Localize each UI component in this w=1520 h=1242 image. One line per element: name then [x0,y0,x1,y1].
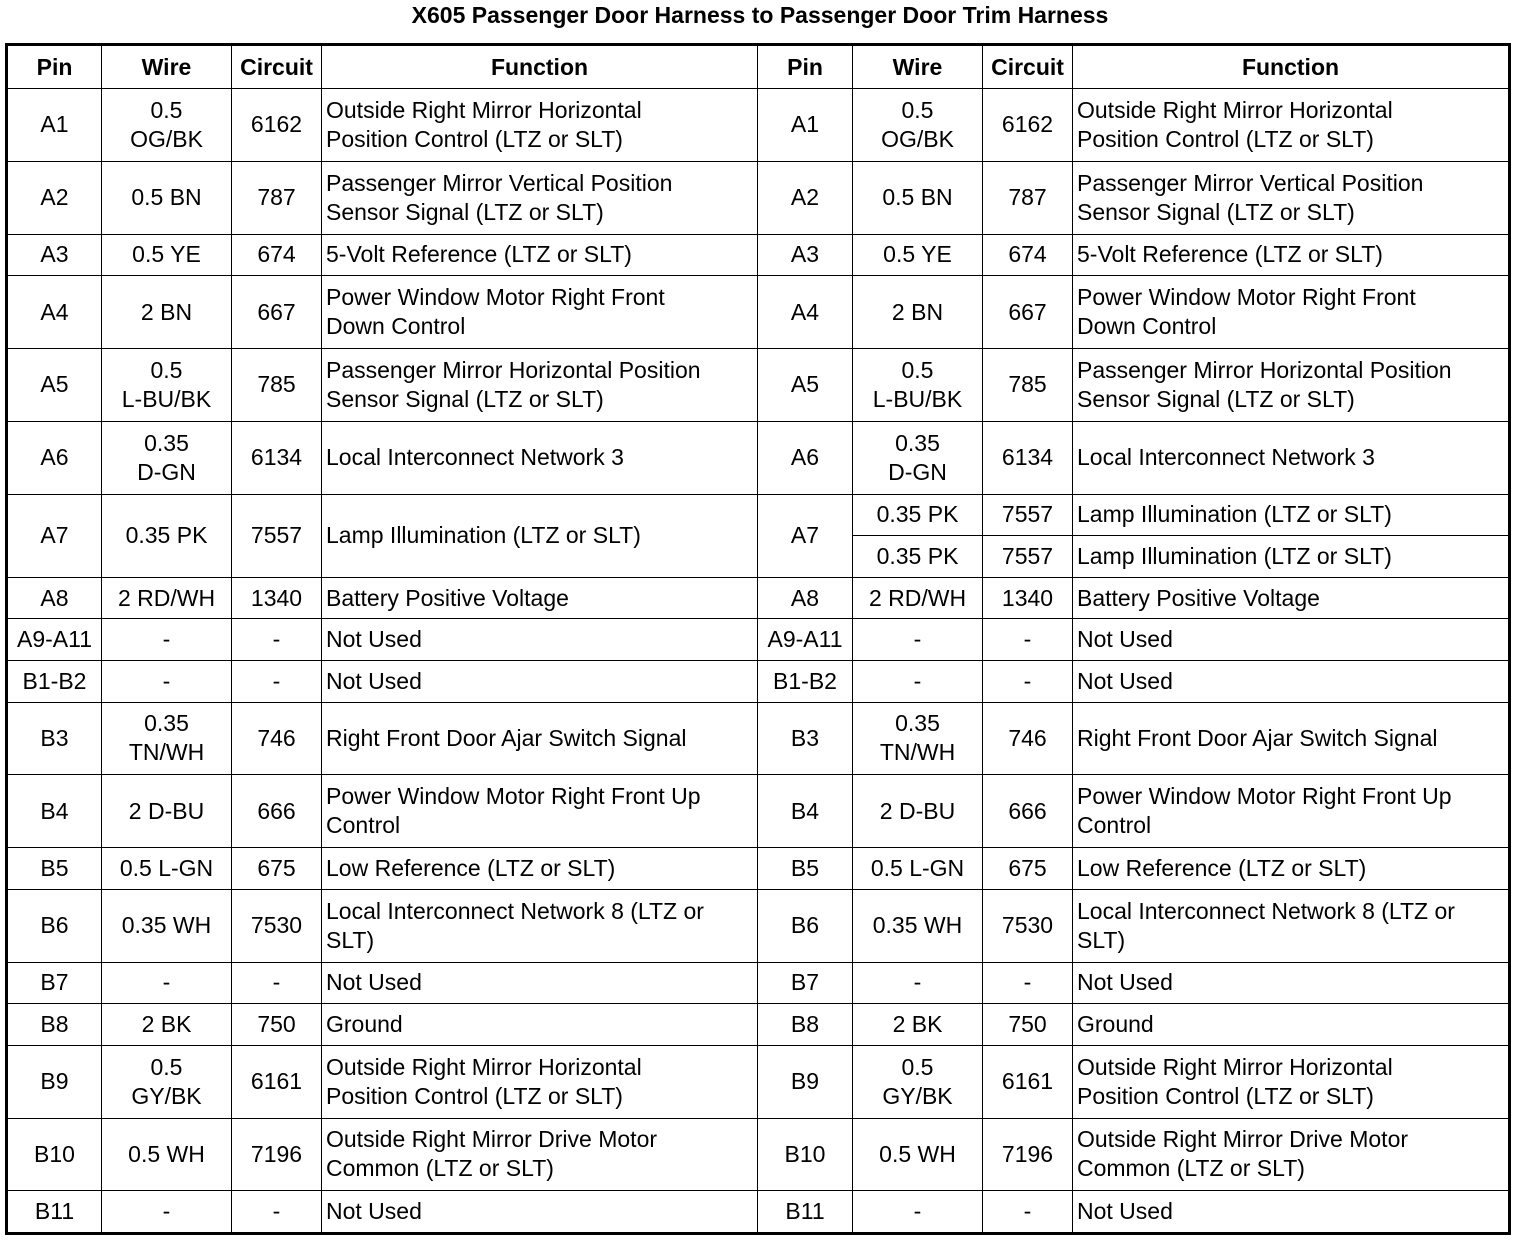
function-cell: Outside Right Mirror Horizontal Position Control (LTZ or SLT) [1073,1045,1510,1118]
pin-cell: A3 [758,234,853,276]
connector-pinout-table [5,43,1511,1235]
function-cell: Local Interconnect Network 3 [322,421,758,494]
function-cell: Not Used [1073,619,1510,661]
circuit-cell: 750 [983,1004,1073,1046]
circuit-cell: 6161 [983,1045,1073,1118]
function-cell: Low Reference (LTZ or SLT) [1073,848,1510,890]
circuit-cell: 785 [232,348,322,421]
header-function: Function [1073,45,1510,89]
header-pin: Pin [7,45,102,89]
pin-cell: A5 [758,348,853,421]
wire-cell: 0.5 YE [853,234,983,276]
table-row [7,889,1510,962]
function-cell: Ground [322,1004,758,1046]
function-cell: Outside Right Mirror Horizontal Position Control (LTZ or SLT) [1073,89,1510,162]
wire-cell: 0.5 L-BU/BK [102,348,232,421]
wire-cell: 0.35 TN/WH [102,702,232,775]
function-cell: Low Reference (LTZ or SLT) [322,848,758,890]
pin-cell: A6 [7,421,102,494]
wire-cell: 0.35 D-GN [853,421,983,494]
function-cell: Battery Positive Voltage [322,577,758,619]
pin-cell: B8 [758,1004,853,1046]
pin-cell: B11 [7,1191,102,1234]
circuit-cell: 746 [983,702,1073,775]
function-cell: Outside Right Mirror Drive Motor Common (LTZ or SLT) [1073,1118,1510,1191]
function-cell: Right Front Door Ajar Switch Signal [1073,702,1510,775]
header-wire: Wire [853,45,983,89]
wire-cell: 0.35 PK [853,494,983,536]
function-cell: Outside Right Mirror Horizontal Position Control (LTZ or SLT) [322,89,758,162]
table-row [7,848,1510,890]
function-cell: 5-Volt Reference (LTZ or SLT) [322,234,758,276]
circuit-cell: 787 [983,161,1073,234]
table-row [7,619,1510,661]
pin-cell: B9 [758,1045,853,1118]
function-cell: Lamp Illumination (LTZ or SLT) [1073,494,1510,536]
wire-cell: - [853,962,983,1004]
circuit-cell: 7530 [232,889,322,962]
table-row [7,1004,1510,1046]
pin-cell: A2 [758,161,853,234]
pin-cell: B7 [7,962,102,1004]
wire-cell: 0.5 L-GN [853,848,983,890]
table-row [7,348,1510,421]
pin-cell: A8 [758,577,853,619]
circuit-cell: 6134 [983,421,1073,494]
circuit-cell: 750 [232,1004,322,1046]
pin-cell: A6 [758,421,853,494]
function-cell: Not Used [1073,1191,1510,1234]
wire-cell: 0.35 PK [102,494,232,577]
circuit-cell: 785 [983,348,1073,421]
pin-cell: A4 [758,276,853,349]
function-cell: Passenger Mirror Horizontal Position Sensor Signal (LTZ or SLT) [322,348,758,421]
pin-cell: B1-B2 [7,660,102,702]
circuit-cell: - [983,962,1073,1004]
circuit-cell: 6162 [983,89,1073,162]
table-row [7,775,1510,848]
header-circuit: Circuit [232,45,322,89]
wire-cell: - [102,962,232,1004]
function-cell: Not Used [322,1191,758,1234]
header-pin: Pin [758,45,853,89]
pin-cell: B9 [7,1045,102,1118]
wire-cell: - [102,619,232,661]
circuit-cell: 787 [232,161,322,234]
wire-cell: - [853,660,983,702]
pin-cell: B10 [7,1118,102,1191]
wire-cell: - [853,1191,983,1234]
circuit-cell: 7557 [983,494,1073,536]
function-cell: Lamp Illumination (LTZ or SLT) [1073,536,1510,578]
pin-cell: A9-A11 [7,619,102,661]
wire-cell: 0.5 L-GN [102,848,232,890]
wire-cell: - [853,619,983,661]
function-cell: Not Used [1073,660,1510,702]
table-row [7,161,1510,234]
circuit-cell: 7557 [983,536,1073,578]
pin-cell: B4 [758,775,853,848]
wire-cell: 2 BK [853,1004,983,1046]
circuit-cell: 667 [983,276,1073,349]
pin-cell: B3 [758,702,853,775]
pin-cell: B4 [7,775,102,848]
pin-cell: B6 [7,889,102,962]
wire-cell: 0.5 L-BU/BK [853,348,983,421]
function-cell: Power Window Motor Right Front Up Control [1073,775,1510,848]
table-row [7,1045,1510,1118]
circuit-cell: 6134 [232,421,322,494]
pin-cell: A1 [758,89,853,162]
table-row [7,89,1510,162]
function-cell: Power Window Motor Right Front Down Control [322,276,758,349]
pin-cell: A1 [7,89,102,162]
wire-cell: 0.35 PK [853,536,983,578]
circuit-cell: 7530 [983,889,1073,962]
circuit-cell: - [232,619,322,661]
wire-cell: 2 BN [102,276,232,349]
wire-cell: 0.35 WH [102,889,232,962]
wire-cell: 0.5 GY/BK [853,1045,983,1118]
pin-cell: A4 [7,276,102,349]
table-row [7,702,1510,775]
circuit-cell: 6161 [232,1045,322,1118]
wire-cell: 0.5 YE [102,234,232,276]
wire-cell: 0.5 OG/BK [853,89,983,162]
circuit-cell: - [232,1191,322,1234]
table-row [7,1191,1510,1234]
function-cell: Passenger Mirror Vertical Position Sensor Signal (LTZ or SLT) [322,161,758,234]
circuit-cell: 1340 [983,577,1073,619]
circuit-cell: 675 [983,848,1073,890]
table-row [7,660,1510,702]
function-cell: Lamp Illumination (LTZ or SLT) [322,494,758,577]
wire-cell: 0.5 WH [102,1118,232,1191]
wire-cell: 2 BN [853,276,983,349]
function-cell: Local Interconnect Network 3 [1073,421,1510,494]
function-cell: Passenger Mirror Vertical Position Sensor Signal (LTZ or SLT) [1073,161,1510,234]
pin-cell: B10 [758,1118,853,1191]
pin-cell: A3 [7,234,102,276]
header-wire: Wire [102,45,232,89]
wire-cell: 0.5 BN [853,161,983,234]
wire-cell: 0.5 GY/BK [102,1045,232,1118]
function-cell: Right Front Door Ajar Switch Signal [322,702,758,775]
pin-cell: B3 [7,702,102,775]
wire-cell: 0.35 TN/WH [853,702,983,775]
table-row [7,234,1510,276]
table-header-row [7,45,1510,89]
function-cell: Power Window Motor Right Front Down Control [1073,276,1510,349]
table-row [7,1118,1510,1191]
function-cell: Not Used [322,619,758,661]
circuit-cell: 667 [232,276,322,349]
header-circuit: Circuit [983,45,1073,89]
pin-cell: B7 [758,962,853,1004]
page-title: X605 Passenger Door Harness to Passenger Door Trim Harness [411,2,1109,28]
function-cell: Outside Right Mirror Horizontal Position Control (LTZ or SLT) [322,1045,758,1118]
function-cell: 5-Volt Reference (LTZ or SLT) [1073,234,1510,276]
wire-cell: 0.5 BN [102,161,232,234]
circuit-cell: 7196 [232,1118,322,1191]
function-cell: Power Window Motor Right Front Up Control [322,775,758,848]
table-row [7,577,1510,619]
table-row [7,276,1510,349]
pin-cell: A9-A11 [758,619,853,661]
pin-cell: B5 [758,848,853,890]
wire-cell: 2 BK [102,1004,232,1046]
circuit-cell: 675 [232,848,322,890]
table-row [7,494,1510,536]
pin-cell: B1-B2 [758,660,853,702]
pin-cell: B5 [7,848,102,890]
wire-cell: 0.35 WH [853,889,983,962]
wire-cell: - [102,1191,232,1234]
circuit-cell: - [983,660,1073,702]
circuit-cell: - [232,660,322,702]
circuit-cell: 666 [232,775,322,848]
wire-cell: 0.5 OG/BK [102,89,232,162]
pin-cell: B6 [758,889,853,962]
circuit-cell: 7196 [983,1118,1073,1191]
pin-cell: B8 [7,1004,102,1046]
circuit-cell: - [983,1191,1073,1234]
table-row [7,962,1510,1004]
wire-cell: - [102,660,232,702]
wire-cell: 0.5 WH [853,1118,983,1191]
pin-cell: A2 [7,161,102,234]
pin-cell: A8 [7,577,102,619]
circuit-cell: 7557 [232,494,322,577]
function-cell: Battery Positive Voltage [1073,577,1510,619]
wire-cell: 2 RD/WH [853,577,983,619]
function-cell: Not Used [322,962,758,1004]
function-cell: Local Interconnect Network 8 (LTZ or SLT) [322,889,758,962]
wire-cell: 2 RD/WH [102,577,232,619]
table-row [7,421,1510,494]
function-cell: Local Interconnect Network 8 (LTZ or SLT) [1073,889,1510,962]
circuit-cell: 674 [983,234,1073,276]
pin-cell: A7 [758,494,853,577]
wire-cell: 0.35 D-GN [102,421,232,494]
circuit-cell: 1340 [232,577,322,619]
pin-cell: B11 [758,1191,853,1234]
function-cell: Not Used [1073,962,1510,1004]
wire-cell: 2 D-BU [102,775,232,848]
header-function: Function [322,45,758,89]
function-cell: Not Used [322,660,758,702]
circuit-cell: 6162 [232,89,322,162]
wire-cell: 2 D-BU [853,775,983,848]
function-cell: Ground [1073,1004,1510,1046]
pin-cell: A5 [7,348,102,421]
circuit-cell: 666 [983,775,1073,848]
function-cell: Outside Right Mirror Drive Motor Common (LTZ or SLT) [322,1118,758,1191]
circuit-cell: - [983,619,1073,661]
pin-cell: A7 [7,494,102,577]
function-cell: Passenger Mirror Horizontal Position Sensor Signal (LTZ or SLT) [1073,348,1510,421]
circuit-cell: - [232,962,322,1004]
circuit-cell: 674 [232,234,322,276]
circuit-cell: 746 [232,702,322,775]
